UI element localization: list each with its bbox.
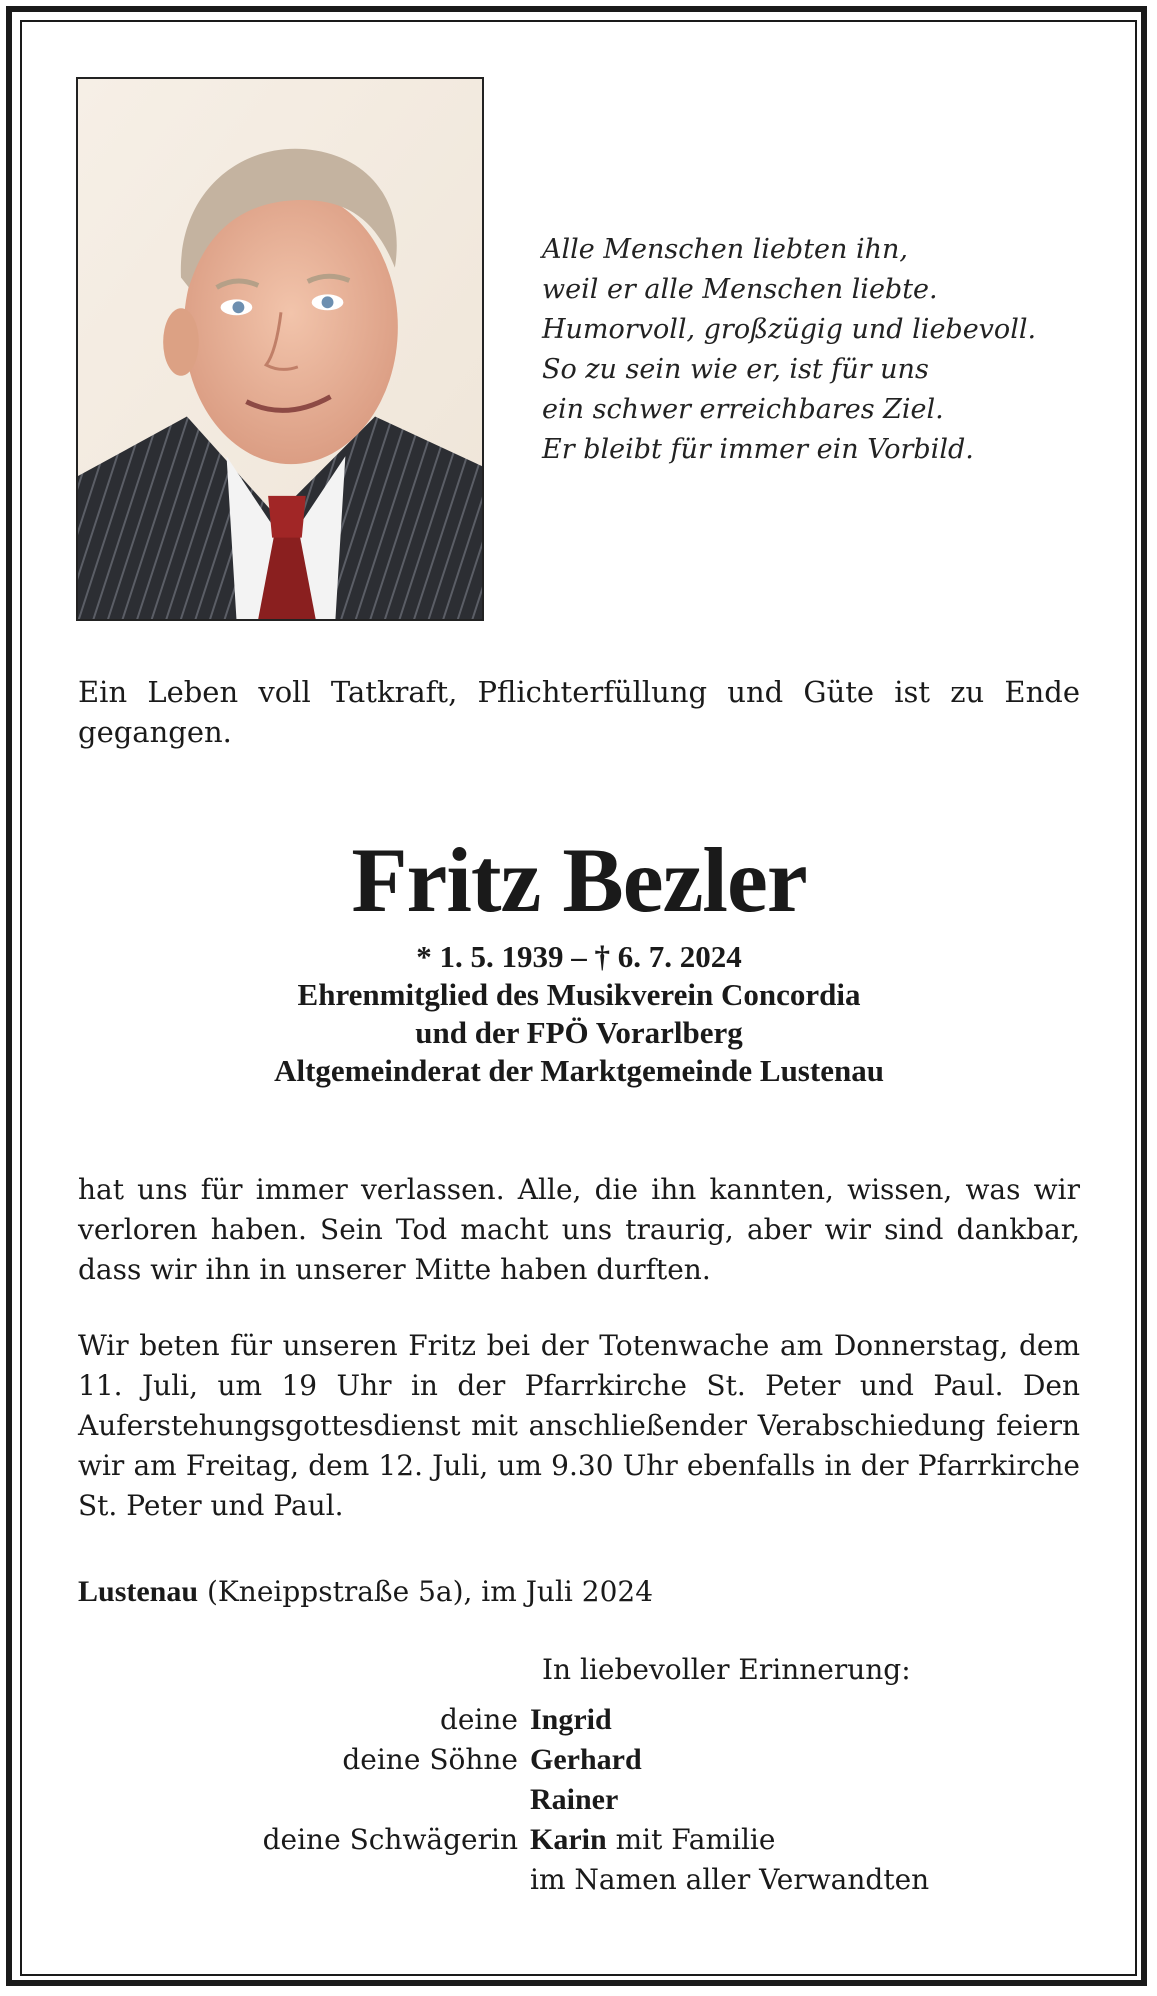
memory-heading: In liebevoller Erinnerung:: [542, 1653, 911, 1686]
bio-line: und der FPÖ Vorarlberg: [415, 1015, 743, 1050]
bio-line: Altgemeinderat der Marktgemeinde Lustenau: [274, 1053, 884, 1088]
signature-row: [78, 1780, 1080, 1820]
signature-name: Karin: [530, 1823, 607, 1856]
signature-row: [78, 1700, 1080, 1740]
signature-row: [78, 1740, 1080, 1780]
signature-block: [78, 1700, 1080, 1900]
place-rest: (Kneippstraße 5a), im Juli 2024: [198, 1575, 654, 1608]
signature-relation: deine: [439, 1703, 518, 1736]
signature-relation: deine Schwägerin: [262, 1823, 518, 1856]
poem-line: ein schwer erreichbares Ziel.: [542, 394, 944, 425]
poem-line: Humorvoll, großzügig und liebevoll.: [542, 314, 1037, 345]
signature-relation: deine Söhne: [342, 1743, 518, 1776]
signature-name: Ingrid: [530, 1703, 612, 1736]
signature-name: Gerhard: [530, 1743, 642, 1776]
place-town: Lustenau: [78, 1575, 199, 1608]
signature-row: [78, 1820, 1080, 1860]
poem-line: Alle Menschen liebten ihn,: [542, 234, 908, 265]
bio-line: Ehrenmitglied des Musikverein Concordia: [297, 977, 861, 1012]
paragraph-service-details: Wir beten für unseren Fritz bei der Totenwache am Donnerstag, dem 11. Juli, um 19 Uhr in der Pfarrkirche St. Peter und Paul. Den Auferstehungsgottesdienst mit anschließender Verabschiedung feiern wir am Freitag, dem 12. Juli, um 9.30 Uhr ebenfalls in der Pfarrkirche St. Peter und Paul.: [78, 1329, 1080, 1522]
portrait-illustration: [78, 79, 482, 619]
poem-line: weil er alle Menschen liebte.: [542, 274, 938, 305]
bio-block: [78, 938, 1080, 1090]
signature-relation: [78, 1780, 530, 1820]
poem-line: Er bleibt für immer ein Vorbild.: [542, 434, 974, 465]
portrait-photo: [76, 77, 484, 621]
memorial-poem: [542, 230, 1102, 470]
intro-text: Ein Leben voll Tatkraft, Pflichterfüllung und Güte ist zu Ende gegangen.: [78, 675, 1080, 749]
closing-line: im Namen aller Verwandten: [530, 1863, 930, 1896]
paragraph-farewell: hat uns für immer verlassen. Alle, die ihn kannten, wissen, was wir verloren haben. Sein Tod macht uns traurig, aber wir sind dankbar, dass wir ihn in unserer Mitte haben durften.: [78, 1173, 1080, 1286]
deceased-name: Fritz Bezler: [351, 829, 807, 931]
poem-line: So zu sein wie er, ist für uns: [542, 354, 929, 385]
place-date-line: [78, 1572, 653, 1612]
signature-suffix: mit Familie: [606, 1823, 776, 1856]
life-dates: * 1. 5. 1939 – † 6. 7. 2024: [416, 939, 742, 974]
signature-name: Rainer: [530, 1783, 619, 1816]
